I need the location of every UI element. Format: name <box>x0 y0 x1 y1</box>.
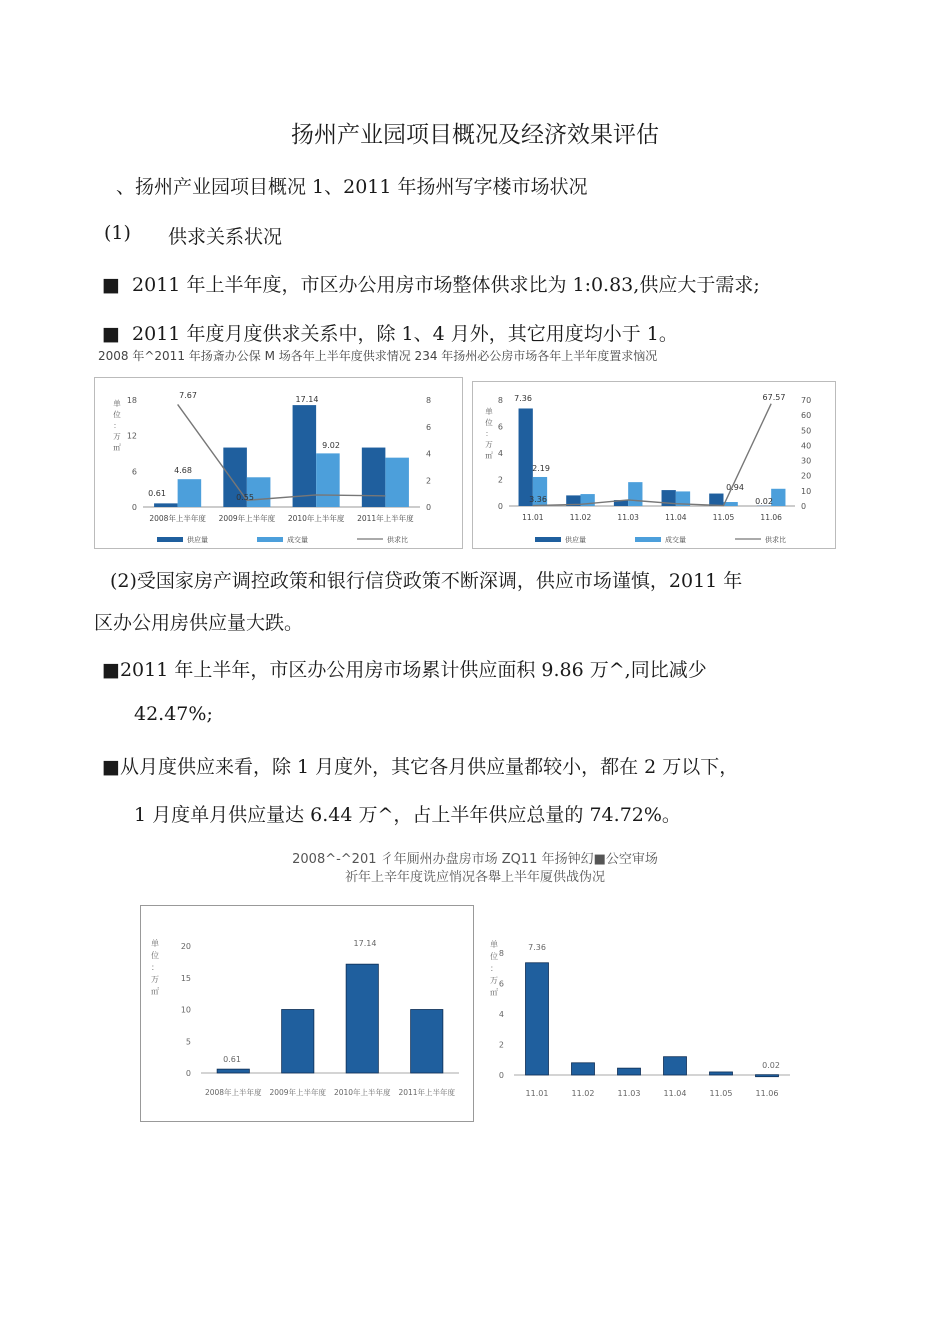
ratio-line <box>178 404 386 500</box>
y-tick-left: 8 <box>497 396 503 405</box>
x-tick-label: 2008年上半年度 <box>204 1088 262 1097</box>
x-tick-label: 11.05 <box>712 513 735 522</box>
bar-deal <box>178 479 202 507</box>
x-tick-label: 11.06 <box>755 1089 779 1098</box>
bar-supply <box>572 1063 595 1075</box>
legend-label: 供应量 <box>565 536 586 544</box>
y-tick: 6 <box>498 979 504 989</box>
y-tick: 4 <box>498 1010 504 1019</box>
y-tick-left: 0 <box>497 502 503 511</box>
y-tick-right: 30 <box>801 456 812 466</box>
figure-caption-2b: 祈年上辛年度诜应悄况各舉上半年厦供战伪况 <box>344 870 605 885</box>
section-heading: 、扬州产业园项目概况 1、2011 年扬州写字楼市场状况 <box>116 176 588 198</box>
x-tick-label: 11.02 <box>569 513 592 522</box>
legend-swatch <box>157 537 183 542</box>
y-tick-left: 6 <box>497 422 503 432</box>
chart-monthly-supply <box>484 935 800 1105</box>
paragraph-2-line-2: 区办公用房供应量大跌。 <box>94 612 304 634</box>
y-tick-right: 8 <box>426 396 432 405</box>
subsection-number: (1) <box>104 222 131 244</box>
data-label: 0.02 <box>762 1061 780 1070</box>
figure-caption-2a: 2008^-^201 彳年厠州办盘房市场 ZQ11 年扬钟幻■公空审场 <box>292 852 658 867</box>
x-tick-label: 2009年上半年度 <box>218 514 276 523</box>
document-title: 扬州产业园项目概况及经济效果评估 <box>291 122 659 148</box>
x-tick-label: 2011年上半年度 <box>398 1088 456 1097</box>
data-label: 17.14 <box>353 939 377 948</box>
bullet-3 <box>102 655 707 682</box>
data-label: 0.94 <box>726 483 744 492</box>
data-label: 0.55 <box>236 493 254 502</box>
y-tick: 5 <box>185 1037 191 1047</box>
y-tick: 8 <box>498 949 504 958</box>
y-unit-char: 位 <box>151 951 159 960</box>
bar-supply <box>411 1010 443 1074</box>
subsection-heading: 供求关系状况 <box>168 226 283 248</box>
bar-deal <box>316 453 340 507</box>
bar-deal <box>771 489 785 506</box>
y-tick-right: 70 <box>801 396 812 405</box>
chart-3-svg <box>141 906 473 1121</box>
y-unit-char: 位 <box>113 410 121 419</box>
x-tick-label: 11.01 <box>525 1089 549 1098</box>
bullet-mark: ■ <box>102 756 120 778</box>
data-label: 4.68 <box>174 466 192 475</box>
y-tick-left: 12 <box>126 431 137 441</box>
y-tick-right: 40 <box>801 441 812 451</box>
y-tick-right: 0 <box>801 502 807 511</box>
bar-supply <box>217 1069 249 1073</box>
x-tick-label: 11.03 <box>617 513 639 522</box>
data-label: 3.36 <box>529 495 547 504</box>
bullet-3-text: 2011 年上半年，市区办公用房市场累计供应面积 9.86 万^,同比减少 <box>119 659 707 681</box>
y-tick-right: 60 <box>801 411 812 421</box>
chart-1-svg <box>95 378 462 548</box>
y-unit-char: 万 <box>490 976 498 985</box>
x-tick-label: 2010年上半年度 <box>287 514 345 523</box>
y-tick: 15 <box>180 973 191 983</box>
bullet-2-text: 2011 年度月度供求关系中，除 1、4 月外，其它用度均小于 1。 <box>132 323 678 345</box>
y-tick-right: 20 <box>801 471 812 481</box>
data-label: 7.67 <box>179 391 197 400</box>
legend-label: 供应量 <box>187 536 208 544</box>
y-unit-char: 单 <box>151 939 159 948</box>
bullet-4-cont: 1 月度单月供应量达 6.44 万^，占上半年供应总量的 74.72%。 <box>134 804 681 826</box>
y-tick-right: 50 <box>801 426 812 436</box>
y-tick-right: 10 <box>801 486 812 496</box>
legend-label: 成交量 <box>287 536 308 544</box>
y-tick-left: 4 <box>497 449 503 458</box>
chart-4-svg <box>484 935 800 1105</box>
chart-annual-supply <box>140 905 474 1122</box>
y-tick-left: 6 <box>131 467 137 477</box>
figure-caption-1: 2008 年^2011 年扬斎办公保 M 场各年上半年度供求情况 234 年扬州必公房市场各年上半年度置求恼况 <box>98 349 658 363</box>
x-tick-label: 11.01 <box>522 513 544 522</box>
paragraph-2-line-1: (2)受国家房产调控政策和银行信贷政策不断深调，供应市场谨慎，2011 年 <box>110 570 743 592</box>
bar-deal <box>724 502 738 506</box>
y-tick: 20 <box>180 942 191 951</box>
x-tick-label: 2008年上半年度 <box>149 514 206 523</box>
data-label: 67.57 <box>762 393 786 402</box>
y-unit-char: 单 <box>113 399 121 408</box>
x-tick-label: 11.03 <box>617 1089 641 1098</box>
y-tick-left: 0 <box>131 503 137 512</box>
data-label: 2.19 <box>532 464 550 473</box>
y-unit-char: 位 <box>490 952 498 961</box>
legend-swatch <box>257 537 283 542</box>
bar-supply <box>362 448 386 507</box>
x-tick-label: 2009年上半年度 <box>269 1088 327 1097</box>
bar-supply <box>154 503 178 507</box>
y-unit-char: 位 <box>485 418 493 427</box>
bullet-4 <box>102 752 738 779</box>
bar-supply <box>709 494 723 506</box>
y-unit-char: ㎡ <box>490 988 498 997</box>
y-tick: 10 <box>180 1005 191 1015</box>
y-tick: 0 <box>498 1071 504 1080</box>
bar-supply <box>346 964 378 1073</box>
data-label: 0.61 <box>148 489 166 498</box>
x-tick-label: 2010年上半年度 <box>333 1088 391 1097</box>
bullet-2 <box>102 319 678 346</box>
x-tick-label: 11.04 <box>663 1089 687 1098</box>
y-tick-right: 2 <box>426 476 432 486</box>
y-tick: 2 <box>498 1040 504 1050</box>
legend-label: 供求比 <box>765 536 786 544</box>
x-tick-label: 11.02 <box>571 1089 595 1098</box>
bullet-4-text: 从月度供应来看，除 1 月度外，其它各月供应量都较小，都在 2 万以下， <box>119 756 739 778</box>
chart-monthly-supply-demand <box>472 381 836 549</box>
x-tick-label: 11.04 <box>665 513 687 522</box>
y-tick-right: 6 <box>426 422 432 432</box>
bar-supply <box>756 1075 779 1077</box>
y-unit-char: ㎡ <box>151 987 159 996</box>
bullet-mark: ■ <box>102 659 120 681</box>
y-unit-char: ： <box>113 421 121 430</box>
data-label: 0.02 <box>755 497 773 506</box>
bullet-mark: ■ <box>102 274 120 296</box>
legend-swatch <box>635 537 661 542</box>
legend-label: 成交量 <box>665 536 686 544</box>
bar-supply <box>664 1057 687 1075</box>
y-unit-char: 万 <box>151 975 159 984</box>
y-unit-char: ： <box>490 964 498 973</box>
y-tick-right: 0 <box>426 503 432 512</box>
bullet-mark: ■ <box>102 323 120 345</box>
bar-deal <box>385 458 409 507</box>
bullet-1 <box>102 270 760 297</box>
bar-supply <box>710 1072 733 1075</box>
y-unit-char: ： <box>485 429 493 438</box>
bar-supply <box>618 1068 641 1075</box>
y-unit-char: 万 <box>485 440 493 449</box>
chart-2-svg <box>473 382 835 548</box>
data-label: 9.02 <box>322 441 340 450</box>
data-label: 0.61 <box>223 1055 241 1064</box>
y-tick-left: 2 <box>497 475 503 485</box>
bar-supply <box>282 1010 314 1074</box>
legend-label: 供求比 <box>387 536 408 544</box>
bar-supply <box>519 408 533 506</box>
x-tick-label: 11.06 <box>760 513 782 522</box>
bar-supply <box>526 963 549 1075</box>
y-unit-char: 单 <box>485 407 493 416</box>
data-label: 17.14 <box>295 395 319 404</box>
y-unit-char: ㎡ <box>113 443 121 452</box>
bullet-1-text: 2011 年上半年度，市区办公用房市场整体供求比为 1:0.83,供应大于需求; <box>132 274 760 296</box>
y-tick-right: 4 <box>426 449 432 459</box>
x-tick-label: 11.05 <box>709 1089 733 1098</box>
bar-supply <box>293 405 317 507</box>
y-unit-char: 单 <box>490 940 498 949</box>
y-unit-char: ： <box>151 963 159 972</box>
y-tick-left: 18 <box>126 396 137 405</box>
chart-annual-supply-demand <box>94 377 463 549</box>
bullet-3-cont: 42.47%; <box>134 703 213 725</box>
y-unit-char: ㎡ <box>485 451 493 460</box>
bar-deal <box>628 482 642 506</box>
y-tick: 0 <box>185 1069 191 1078</box>
data-label: 7.36 <box>514 394 532 403</box>
data-label: 7.36 <box>528 943 546 952</box>
x-tick-label: 2011年上半年度 <box>357 514 414 523</box>
legend-swatch <box>535 537 561 542</box>
y-unit-char: 万 <box>113 432 121 441</box>
